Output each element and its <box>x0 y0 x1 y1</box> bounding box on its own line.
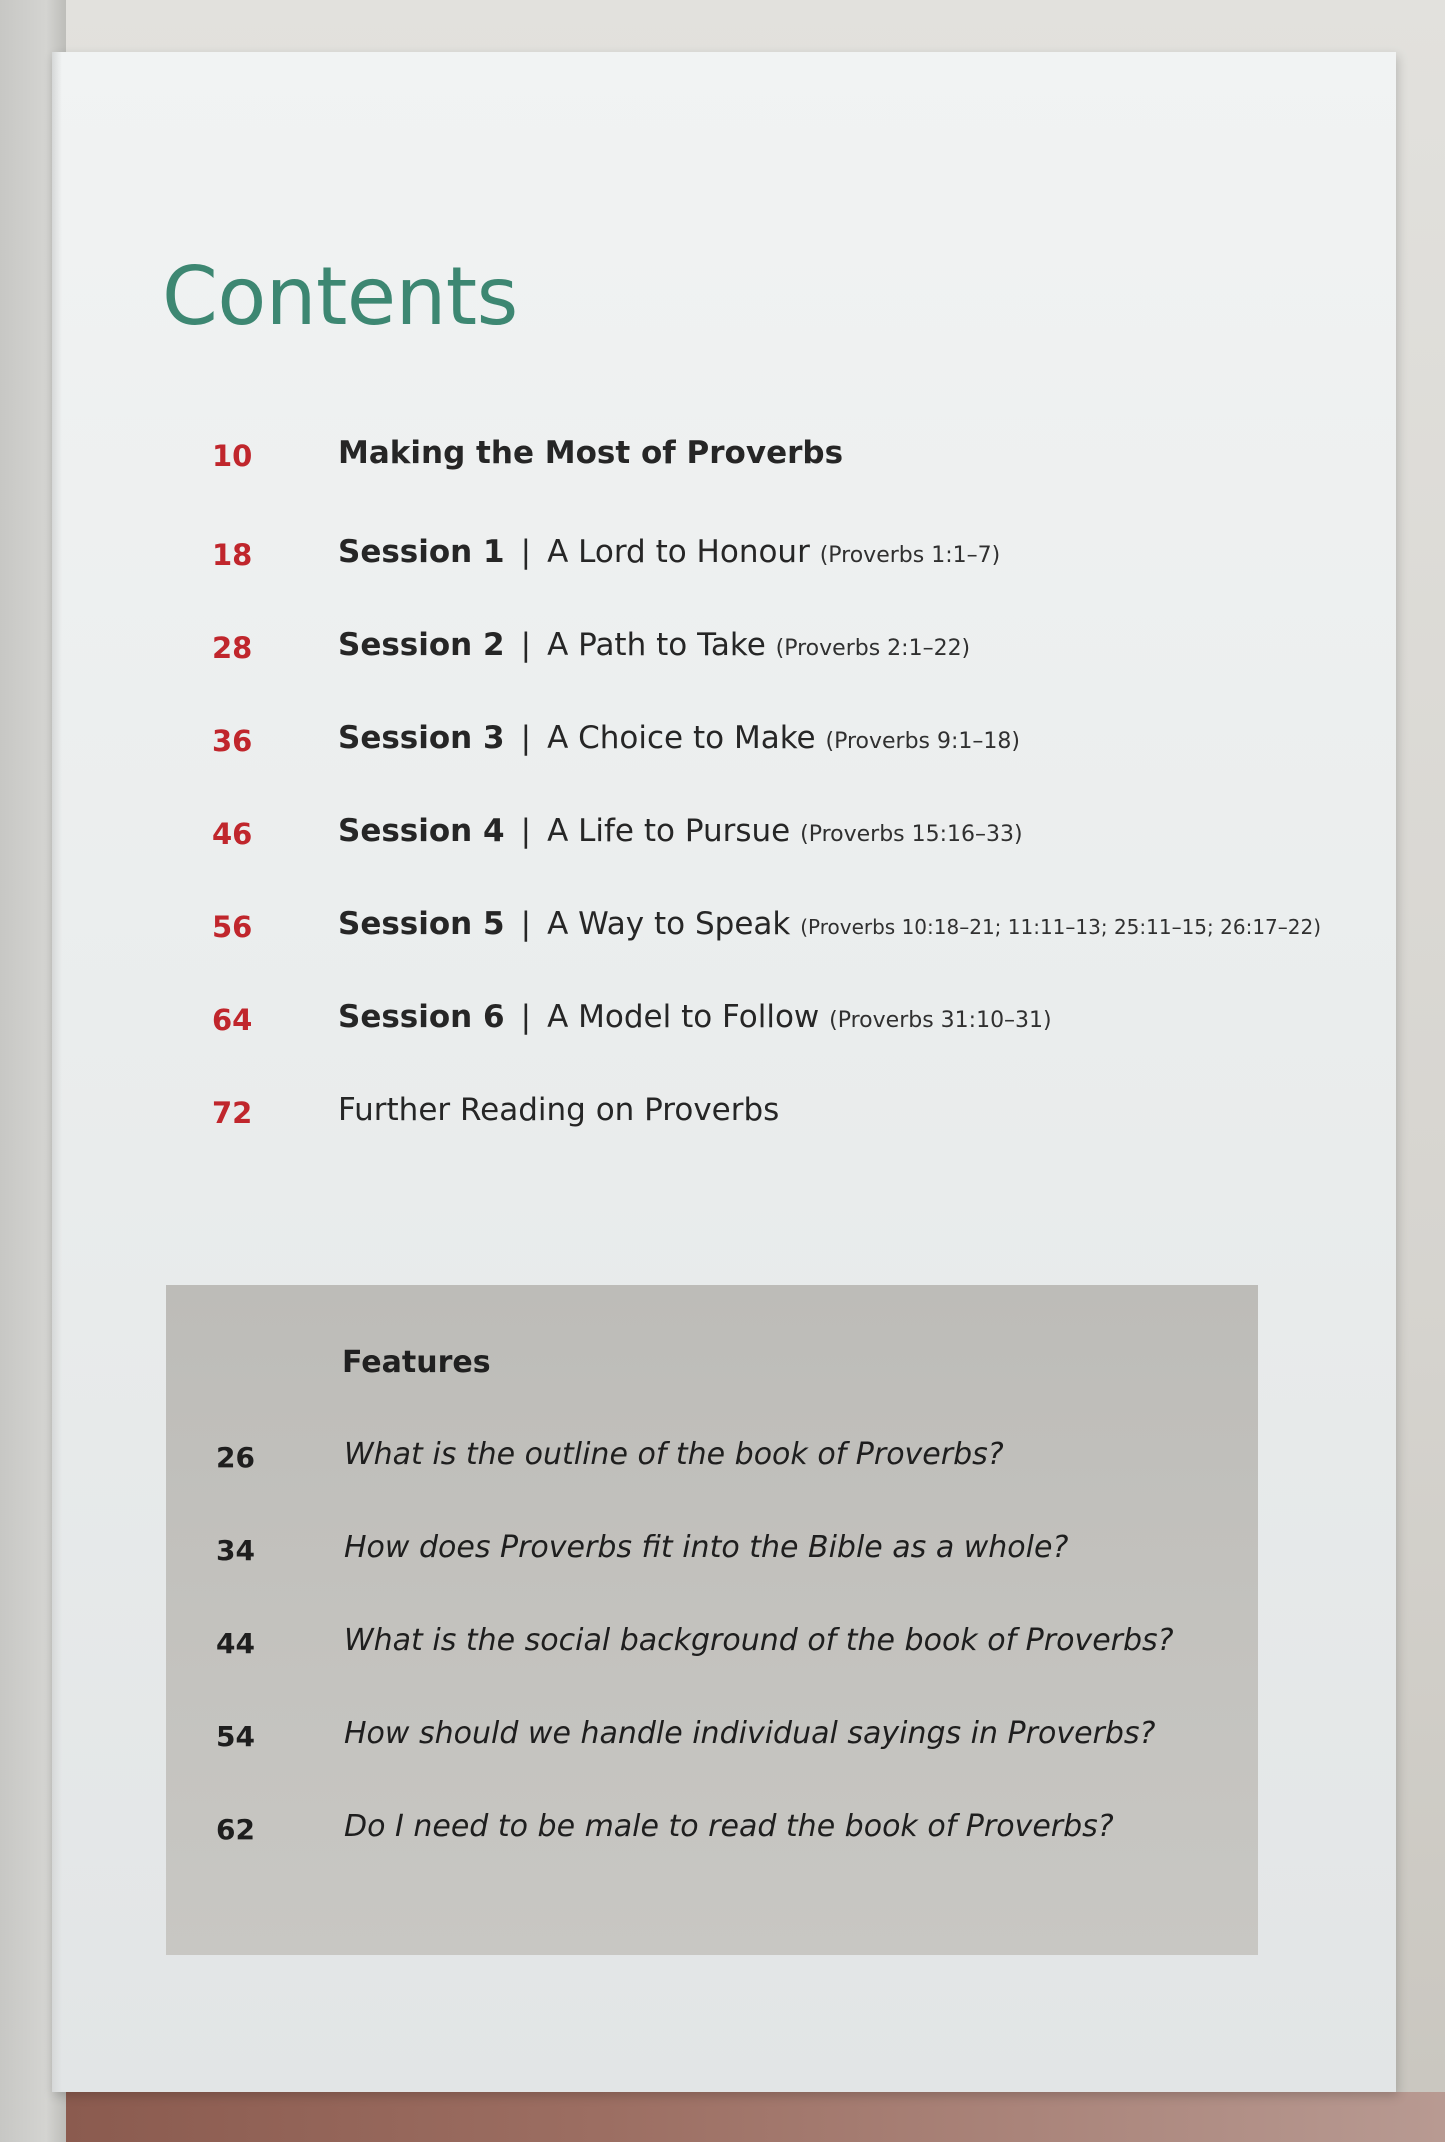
toc-separator: | <box>520 720 532 756</box>
feature-question: What is the outline of the book of Proverbs? <box>344 1437 1004 1472</box>
toc-scripture-ref: (Proverbs 2:1–22) <box>775 636 971 661</box>
toc-session-title: A Lord to Honour <box>547 534 810 570</box>
toc-separator: | <box>520 999 532 1035</box>
toc-page-number: 72 <box>212 1096 253 1130</box>
toc-session-label: Session 2 <box>338 627 505 663</box>
toc-scripture-ref: (Proverbs 1:1–7) <box>819 543 1001 568</box>
feature-page-number: 26 <box>216 1441 255 1474</box>
toc-session-label: Session 6 <box>338 999 505 1035</box>
feature-question: How does Proverbs fit into the Bible as a whole? <box>344 1530 1069 1565</box>
features-panel <box>166 1285 1258 1955</box>
toc-separator: | <box>520 906 532 942</box>
toc-scripture-ref: (Proverbs 15:16–33) <box>800 822 1023 847</box>
toc-separator: | <box>520 627 532 663</box>
toc-session-label: Session 5 <box>338 906 505 942</box>
toc-entry-text <box>338 999 1052 1035</box>
toc-entry[interactable] <box>212 710 1362 770</box>
toc-page-number: 10 <box>212 439 253 473</box>
toc-session-label: Session 3 <box>338 720 505 756</box>
toc-page-number: 36 <box>212 724 253 758</box>
toc-session-title: A Model to Follow <box>547 999 820 1035</box>
toc-entry[interactable] <box>212 803 1362 863</box>
feature-entry[interactable] <box>216 1801 1246 1861</box>
toc-entry-text <box>338 1092 779 1128</box>
toc-entry[interactable] <box>212 989 1362 1049</box>
toc-scripture-ref: (Proverbs 31:10–31) <box>829 1008 1052 1033</box>
page-binding-shadow <box>52 52 62 2092</box>
toc-session-title: A Way to Speak <box>547 906 791 942</box>
toc-scripture-ref: (Proverbs 9:1–18) <box>825 729 1020 754</box>
feature-page-number: 44 <box>216 1627 255 1660</box>
toc-separator: | <box>520 534 532 570</box>
toc-entry[interactable] <box>212 617 1362 677</box>
page-title: Contents <box>162 250 518 343</box>
toc-session-title: A Path to Take <box>547 627 766 663</box>
toc-entry-text <box>338 534 1000 570</box>
feature-question: What is the social background of the book of Proverbs? <box>344 1623 1174 1658</box>
toc-page-number: 64 <box>212 1003 253 1037</box>
table-surface <box>40 2092 1445 2142</box>
toc-separator: | <box>520 813 532 849</box>
toc-page-number: 46 <box>212 817 253 851</box>
features-heading: Features <box>342 1345 491 1380</box>
feature-page-number: 62 <box>216 1813 255 1846</box>
feature-page-number: 34 <box>216 1534 255 1567</box>
toc-entry[interactable] <box>212 1082 1362 1142</box>
toc-page-number: 28 <box>212 631 253 665</box>
toc-entry-text <box>338 813 1023 849</box>
feature-entry[interactable] <box>216 1615 1246 1675</box>
feature-entry[interactable] <box>216 1708 1246 1768</box>
toc-entry-text <box>338 627 970 663</box>
toc-session-title: A Life to Pursue <box>547 813 791 849</box>
toc-session-label: Session 1 <box>338 534 505 570</box>
toc-entry[interactable] <box>212 524 1362 584</box>
toc-entry-heading: Making the Most of Proverbs <box>338 435 844 471</box>
toc-entry-text <box>338 720 1020 756</box>
feature-question: Do I need to be male to read the book of Proverbs? <box>344 1809 1114 1844</box>
toc-session-title: A Choice to Make <box>547 720 816 756</box>
toc-entry[interactable] <box>212 425 1362 485</box>
toc-session-label: Session 4 <box>338 813 505 849</box>
toc-entry[interactable] <box>212 896 1362 956</box>
toc-entry-text <box>338 906 1321 942</box>
toc-page-number: 56 <box>212 910 253 944</box>
feature-entry[interactable] <box>216 1429 1246 1489</box>
toc-entry-heading: Further Reading on Proverbs <box>338 1092 780 1128</box>
toc-page-number: 18 <box>212 538 253 572</box>
feature-entry[interactable] <box>216 1522 1246 1582</box>
feature-question: How should we handle individual sayings in Proverbs? <box>344 1716 1156 1751</box>
toc-entry-text <box>338 435 843 471</box>
feature-page-number: 54 <box>216 1720 255 1753</box>
toc-scripture-ref: (Proverbs 10:18–21; 11:11–13; 25:11–15; 26:17–22) <box>800 915 1322 939</box>
